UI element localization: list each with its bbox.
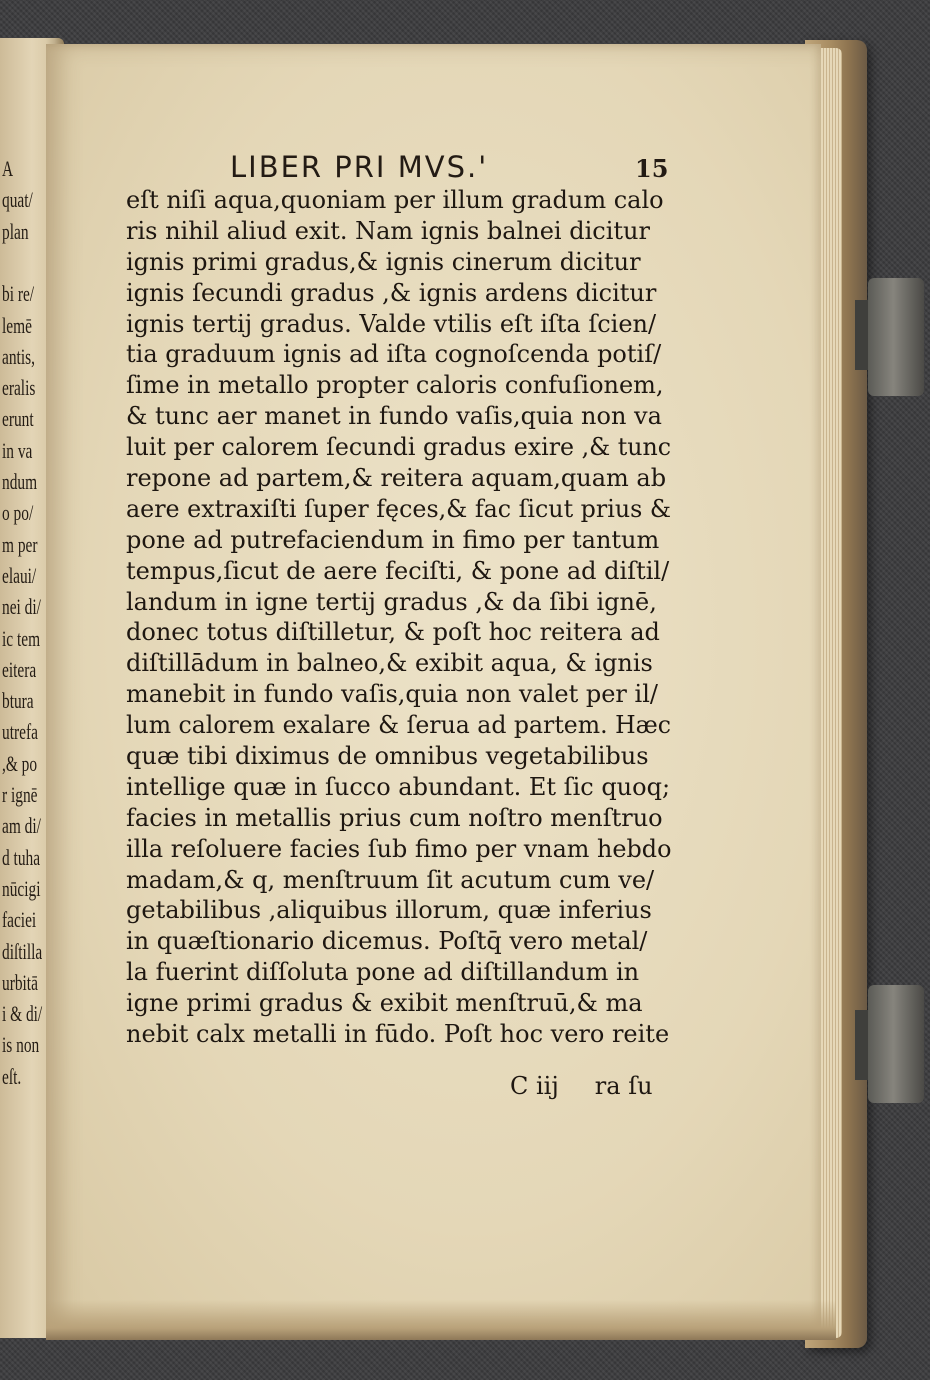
page-bottom-edge <box>46 1300 836 1340</box>
left-page-line-fragment: am di/ <box>2 813 41 839</box>
left-page-line-fragment: d tuha <box>2 844 41 870</box>
text-line: landum in igne tertij gradus ,& da ſibi ignē, <box>126 587 657 616</box>
text-line: eſt niſi aqua,quoniam per illum gradum calo <box>126 186 664 214</box>
left-page-line-fragment: ,& po <box>2 750 38 776</box>
text-line: igne primi gradus & exibit menſtruū,& ma <box>126 989 643 1018</box>
left-page-line-fragment: ndum <box>2 469 38 494</box>
text-line: intellige quæ in ſucco abundant. Et ſic quoq; <box>126 772 671 801</box>
text-line: in quæſtionario dicemus. Poſtq̄ vero metal/ <box>126 927 648 956</box>
page-header <box>230 150 669 190</box>
folio-number: 15 <box>635 154 669 183</box>
left-page-line-fragment: m per <box>2 531 38 557</box>
text-line: quæ tibi diximus de omnibus vegetabilibus <box>126 742 649 771</box>
left-page-line-fragment: lemē <box>2 312 32 338</box>
left-page-line-fragment: plan <box>2 218 29 244</box>
catchword: ra ſu <box>594 1072 653 1100</box>
text-line: aere extraxiſti ſuper fęces,& fac ſicut prius & <box>126 494 671 523</box>
text-line: ſime in metallo propter caloris confuſionem, <box>126 371 664 400</box>
text-line: facies in metallis prius cum noſtro menſtruo <box>126 803 663 832</box>
left-page-line-fragment: erunt <box>2 406 34 432</box>
body-text <box>126 185 671 1050</box>
left-page-line-fragment: eitera <box>2 656 37 682</box>
left-page-line-fragment: i & di/ <box>2 1001 43 1027</box>
left-page-line-fragment: o po/ <box>2 500 34 526</box>
text-line: tia graduum ignis ad iſta cognoſcenda potiſ/ <box>126 340 662 369</box>
signature-mark: C iij <box>510 1072 559 1100</box>
text-line: la fuerint diſſoluta pone ad diſtillandum in <box>126 958 640 987</box>
left-page-line-fragment: eſt. <box>2 1063 22 1089</box>
text-line: diſtillādum in balneo,& exibit aqua, & ignis <box>126 649 653 678</box>
left-page-line-fragment: r ignē <box>2 782 38 807</box>
text-line: ignis primi gradus,& ignis cinerum dicitur <box>126 247 641 276</box>
left-page-line-fragment: is non <box>2 1032 40 1058</box>
text-line: illa reſoluere facies ſub fimo per vnam hebdo <box>126 834 672 863</box>
text-line: pone ad putrefaciendum in fimo per tantum <box>126 525 660 554</box>
left-page-line-fragment: elaui/ <box>2 562 37 588</box>
left-page-line-fragment: ic tem <box>2 625 41 651</box>
left-page-line-fragment: faciei <box>2 907 37 933</box>
text-line: & tunc aer manet in fundo vaſis,quia non va <box>126 402 662 431</box>
text-line: ignis tertij gradus. Valde vtilis eſt iſta ſcien/ <box>126 309 657 338</box>
left-page-line-fragment: diſtilla <box>2 938 43 964</box>
left-page-line-fragment: eralis <box>2 375 36 401</box>
text-line: lum calorem exalare & ſerua ad partem. Hæc <box>126 711 671 740</box>
text-line: ignis ſecundi gradus ,& ignis ardens dicitur <box>126 278 657 307</box>
text-line: tempus,ſicut de aere feciſti, & pone ad diſtil/ <box>126 556 670 585</box>
left-page-line-fragment: antis, <box>2 343 35 369</box>
left-page-line-fragment: bi re/ <box>2 281 35 307</box>
text-line: donec totus diſtilletur, & poſt hoc reitera ad <box>126 618 660 647</box>
left-page-line-fragment: btura <box>2 688 34 714</box>
text-line: luit per calorem ſecundi gradus exire ,& tunc <box>126 433 672 462</box>
text-line: ris nihil aliud exit. Nam ignis balnei dicitur <box>126 216 650 245</box>
left-page-line-fragment: urbitā <box>2 969 38 995</box>
signature-line <box>510 1072 653 1100</box>
left-page-line-fragment: quat/ <box>2 187 33 213</box>
left-page-line-fragment: nei di/ <box>2 594 41 620</box>
text-line: getabilibus ,aliquibus illorum, quæ inferius <box>126 896 652 925</box>
left-page-line-fragment: nūcigi <box>2 875 41 901</box>
left-page-line-fragment: A <box>2 156 14 181</box>
left-page-line-fragment: in va <box>2 437 33 463</box>
metal-clasp-bottom <box>868 985 924 1103</box>
text-line: repone ad partem,& reitera aquam,quam ab <box>126 464 667 493</box>
text-line: madam,& q, menſtruum ſit acutum cum ve/ <box>126 865 655 894</box>
metal-clasp-top <box>868 278 924 396</box>
left-page-line-fragment: utrefa <box>2 719 38 745</box>
text-line: nebit calx metalli in fūdo. Poſt hoc vero reite <box>126 1020 670 1049</box>
running-head: LIBER PRI MVS.' <box>230 150 489 184</box>
text-line: manebit in fundo vaſis,quia non valet per il/ <box>126 680 658 709</box>
